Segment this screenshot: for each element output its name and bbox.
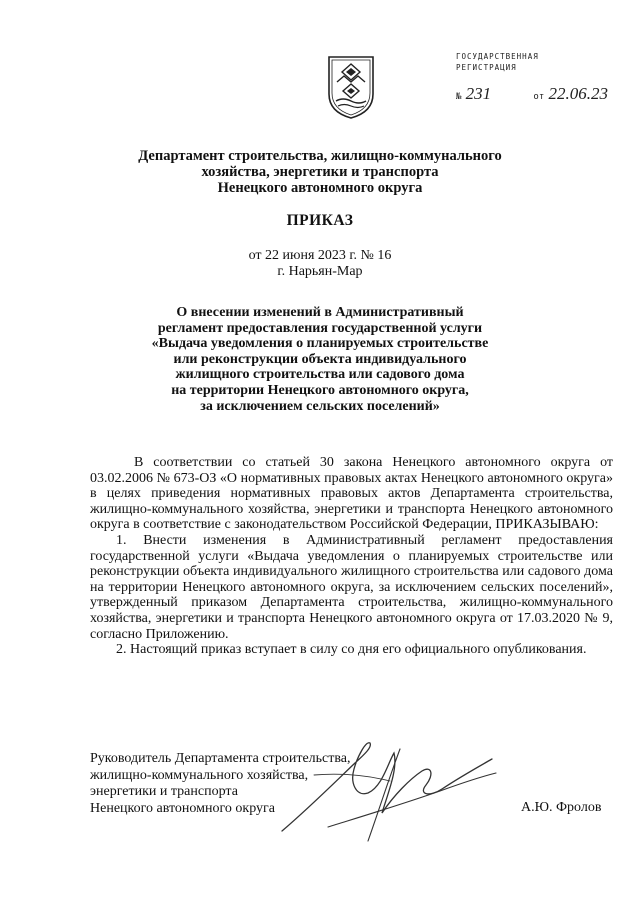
subject-line: на территории Ненецкого автономного округа, bbox=[171, 382, 469, 398]
registration-number-value: 231 bbox=[465, 84, 492, 103]
order-place: г. Нарьян-Мар bbox=[277, 264, 363, 279]
org-line: хозяйства, энергетики и транспорта bbox=[201, 164, 439, 180]
subject-line: регламент предоставления государственной услуги bbox=[157, 320, 483, 336]
subject-line: «Выдача уведомления о планируемых строительстве bbox=[151, 336, 489, 352]
signatory-name: А.Ю. Фролов bbox=[521, 800, 602, 815]
subject-line: О внесении изменений в Административный bbox=[176, 305, 464, 320]
registration-line-2: РЕГИСТРАЦИЯ bbox=[456, 63, 517, 72]
order-item-1: 1. Внести изменения в Административный регламент предоставления государственной услуги «Выдача уведомления о планируемых строительстве или реконструкции объекта индивидуального жилищного строительства или садового дома на территории Ненецкого автономного округа, за исключением сельских поселений», утвержденный приказом Департамента строительства, жилищно-коммунального хозяйства, энергетики и транспорта Ненецкого автономного округа от 17.03.2020 № 9, согласно Приложению. bbox=[90, 532, 613, 642]
order-body bbox=[90, 455, 613, 658]
position-line: энергетики и транспорта bbox=[90, 784, 238, 799]
position-line: Ненецкого автономного округа bbox=[90, 800, 275, 816]
order-date-line: от 22 июня 2023 г. № 16 bbox=[248, 248, 392, 263]
org-line: Департамент строительства, жилищно-коммунального bbox=[138, 148, 502, 164]
subject-line: за исключением сельских поселений» bbox=[200, 398, 440, 414]
order-subject bbox=[0, 305, 640, 414]
document-title: ПРИКАЗ bbox=[286, 212, 354, 229]
registration-date-value: 22.06.23 bbox=[548, 84, 609, 103]
coat-of-arms-icon bbox=[326, 54, 376, 120]
registration-number bbox=[456, 84, 608, 104]
subject-line: или реконструкции объекта индивидуального bbox=[173, 351, 467, 367]
org-line: Ненецкого автономного округа bbox=[217, 180, 423, 196]
order-item-2: 2. Настоящий приказ вступает в силу со дня его официального опубликования. bbox=[116, 642, 587, 658]
preamble-paragraph: В соответствии со статьей 30 закона Ненецкого автономного округа от 03.02.2006 № 673-ОЗ «О нормативных правовых актах Ненецкого автономного округа» в целях приведения нормативных правовых актов Департамента строительства, жилищно-коммунального хозяйства, энергетики и транспорта Ненецкого автономного округа в соответствие с законодательством Российской Федерации, ПРИКАЗЫВАЮ: bbox=[90, 455, 613, 533]
registration-date-prefix: от bbox=[533, 92, 545, 102]
position-line: жилищно-коммунального хозяйства, bbox=[90, 767, 309, 783]
date-and-place bbox=[0, 248, 640, 280]
registration-line-1: ГОСУДАРСТВЕННАЯ bbox=[456, 52, 539, 61]
subject-line: жилищного строительства или садового дома bbox=[175, 367, 465, 383]
handwritten-signature bbox=[270, 735, 500, 850]
organization-header bbox=[0, 148, 640, 196]
registration-stamp bbox=[456, 51, 539, 73]
registration-number-prefix: № bbox=[456, 92, 462, 102]
position-line: Руководитель Департамента строительства, bbox=[90, 751, 351, 766]
